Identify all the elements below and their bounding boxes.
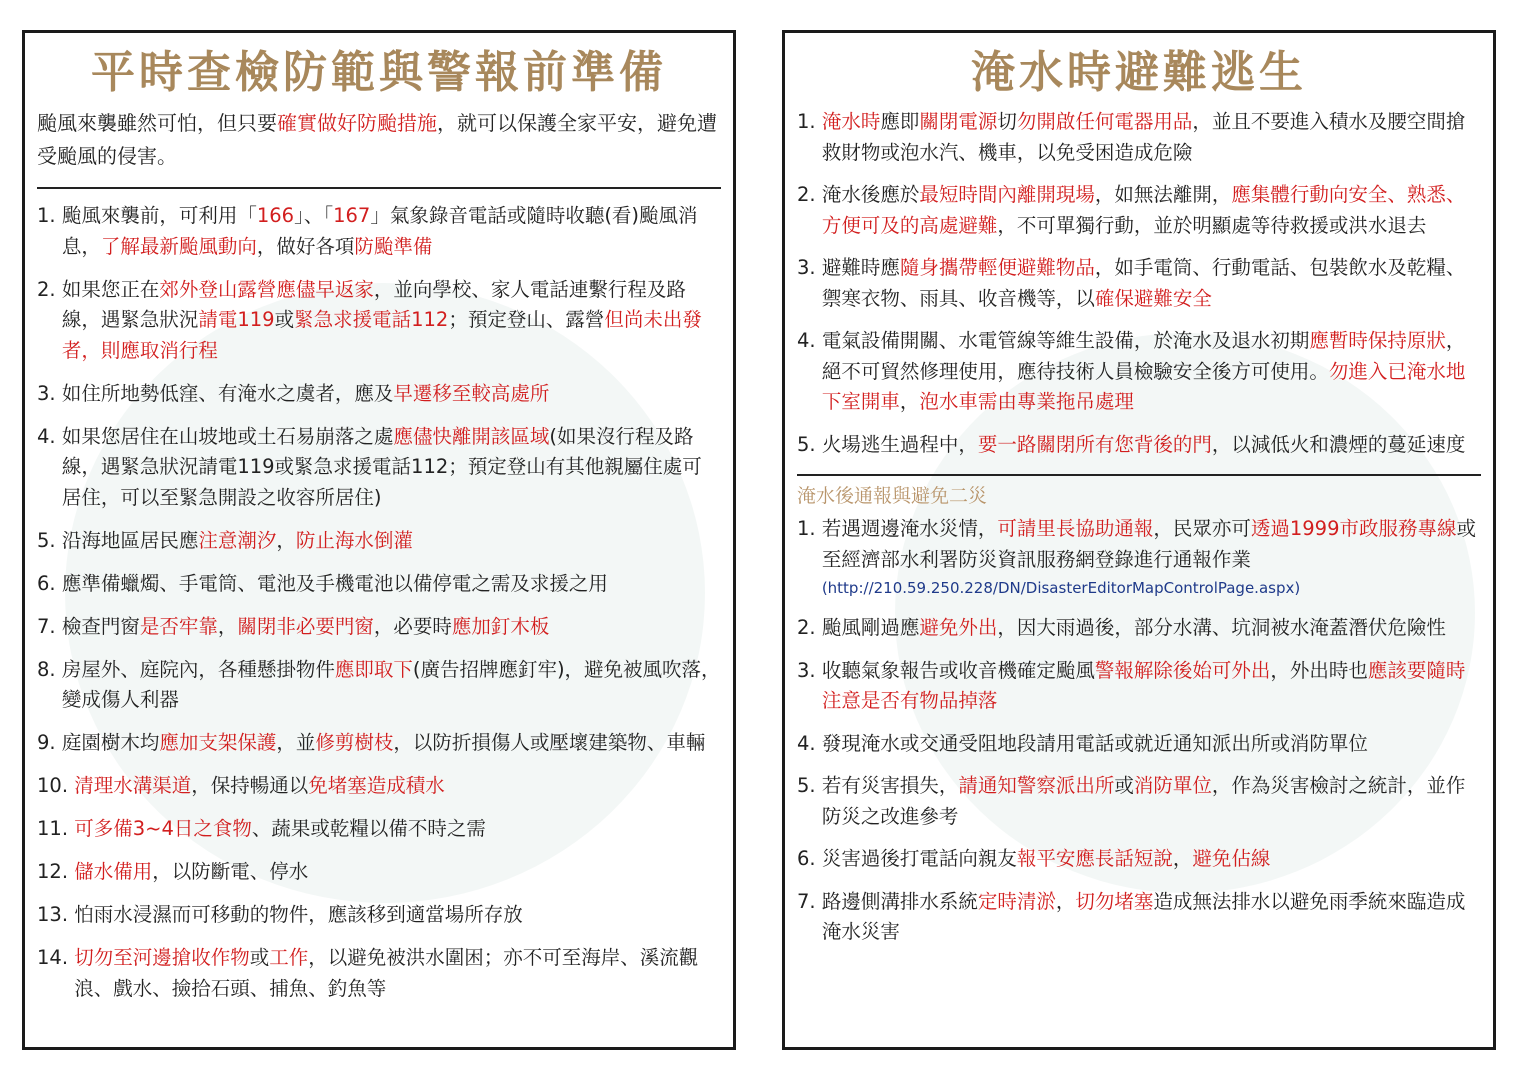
evacuation-list: [797, 107, 1481, 460]
list-item: [37, 814, 721, 845]
item-number: 14.: [37, 946, 75, 969]
list-item: [797, 729, 1481, 760]
item-number: 6.: [797, 847, 822, 870]
item-number: 1.: [797, 517, 822, 540]
highlight-text: 泡水車需由專業拖吊處理: [919, 390, 1134, 413]
highlight-text: 關閉電源: [919, 110, 998, 133]
list-item: [37, 201, 721, 262]
highlight-text: 可請里長協助通報: [997, 517, 1154, 540]
list-item: [37, 943, 721, 1004]
body-text: 或: [1114, 774, 1134, 797]
item-number: 3.: [797, 658, 822, 682]
body-text: 避難時應: [821, 256, 900, 279]
list-item: [37, 900, 721, 931]
body-text: ，並且不要進入積水及腰空間搶救財物或泡水汽、機車，以免受困造成危險: [821, 110, 1466, 164]
item-text: [74, 900, 721, 931]
highlight-text: 定時清淤: [977, 889, 1056, 913]
highlight-text: 清理水溝渠道: [74, 774, 192, 797]
body-text: ，如手電筒、行動電話、包裝飲水及乾糧、禦寒衣物、雨具、收音機等，以: [821, 256, 1466, 310]
item-number: 2.: [797, 183, 822, 206]
body-text: ，外出時也: [1270, 658, 1368, 682]
highlight-text: 應加釘木板: [451, 614, 550, 638]
divider: [37, 187, 721, 189]
item-text: [62, 275, 721, 367]
subheading: 淹水後通報與避免二災: [797, 485, 988, 507]
list-item: [797, 844, 1481, 875]
body-text: ，必要時: [373, 614, 452, 638]
highlight-text: 避免外出: [919, 616, 998, 639]
item-number: 1.: [797, 110, 822, 133]
body-text: ，: [276, 528, 296, 552]
highlight-text: 修剪樹枝: [315, 731, 394, 754]
body-text: 或至經濟部水利署防災資訊服務網登錄進行通報作業: [821, 517, 1477, 571]
item-text: [822, 771, 1481, 832]
item-number: 5.: [797, 774, 822, 797]
highlight-text: 工作: [269, 946, 309, 969]
item-number: 5.: [37, 528, 62, 552]
item-text: [62, 379, 721, 410]
left-panel: [22, 30, 736, 1050]
highlight-text: 關閉非必要門窗: [237, 614, 374, 638]
body-text: ，絕不可貿然修理使用，應待技術人員檢驗安全後方可使用。: [821, 329, 1466, 383]
highlight-text: 確保避難安全: [1094, 286, 1212, 310]
body-text: 或: [249, 946, 270, 969]
body-text: 如住所地勢低窪、有淹水之虞者，應及: [61, 381, 394, 405]
body-text: ，以減低火和濃煙的蔓延速度: [1211, 432, 1466, 456]
body-text: ，以防折損傷人或壓壞建築物、車輛: [393, 731, 706, 754]
highlight-text: 儲水備用: [74, 860, 153, 883]
item-number: 11.: [37, 817, 75, 840]
body-text: 或: [274, 308, 295, 331]
list-item: [37, 728, 721, 759]
list-item: [797, 253, 1481, 314]
list-item: [37, 526, 721, 557]
highlight-text: 應集體行動向安全、熟悉、方便可及的高處避難: [821, 183, 1466, 237]
item-text: [62, 612, 721, 643]
list-item: [797, 430, 1481, 461]
body-text: 災害過後打電話向親友: [821, 847, 1017, 870]
highlight-text: 消防單位: [1133, 774, 1212, 797]
item-number: 7.: [37, 614, 62, 638]
item-number: 9.: [37, 731, 62, 754]
highlight-text: 勿開啟任何電器用品: [1016, 110, 1193, 133]
highlight-text: 要一路關閉所有您背後的門: [977, 432, 1212, 456]
list-item: [797, 180, 1481, 241]
body-text: ，保持暢通以: [191, 774, 309, 797]
item-text: [62, 201, 721, 262]
list-item: [37, 275, 721, 367]
list-item: [797, 514, 1481, 601]
highlight-text: 請電119: [198, 308, 275, 331]
highlight-text: 最短時間內離開現場: [919, 183, 1095, 206]
body-text: 如果您正在: [61, 277, 160, 301]
report-list: [797, 514, 1481, 948]
body-text: 如果您居住在山坡地或土石易崩落之處: [61, 424, 394, 448]
intro-text: [37, 107, 721, 173]
item-number: 10.: [37, 774, 75, 797]
body-text: 庭園樹木均: [61, 731, 160, 754]
list-item: [37, 569, 721, 600]
body-text: ；預定登山、露營: [448, 308, 605, 331]
item-text: [822, 253, 1481, 314]
body-text: 、蔬果或乾糧以備不時之需: [251, 817, 486, 840]
highlight-text: 勿進入已淹水地下室開車: [821, 359, 1466, 413]
highlight-text: 郊外登山露營應儘早返家: [159, 277, 374, 301]
body-text: 應即: [880, 110, 920, 133]
item-number: 1.: [37, 204, 62, 227]
highlight-text: 是否牢靠: [139, 614, 218, 638]
body-text: 發現淹水或交通受阻地段請用電話或就近通知派出所或消防單位: [821, 731, 1368, 755]
highlight-text: 透過1999市政服務專線: [1250, 517, 1457, 540]
highlight-text: 應暫時保持原狀: [1309, 329, 1446, 352]
item-number: 4.: [797, 731, 822, 755]
list-item: [37, 655, 721, 716]
list-item: [37, 379, 721, 410]
highlight-text: 早遷移至較高處所: [393, 381, 550, 405]
highlight-text: 警報解除後始可外出: [1094, 658, 1271, 682]
body-text: ，: [1172, 847, 1193, 870]
highlight-text: 但尚未出發者，則應取消行程: [61, 308, 702, 362]
list-item: [37, 422, 721, 514]
highlight-text: 報平安應長話短說: [1016, 847, 1173, 870]
item-text: [822, 656, 1481, 717]
body-text: ，民眾亦可: [1153, 517, 1251, 540]
highlight-text: 應即取下: [334, 657, 413, 681]
body-text: 應準備蠟燭、手電筒、電池及手機電池以備停電之需及求援之用: [61, 571, 608, 595]
body-text: 」、「: [294, 204, 334, 227]
highlight-text: 了解最新颱風動向: [100, 234, 257, 258]
body-text: 若有災害損失，: [821, 774, 959, 797]
highlight-text: 注意潮汐: [198, 528, 277, 552]
item-text: [822, 514, 1481, 601]
item-number: 8.: [37, 657, 62, 681]
body-text: ，如無法離開，: [1094, 183, 1232, 206]
body-text: ，並: [276, 731, 316, 754]
prep-list: [37, 201, 721, 1004]
highlight-text: 167: [333, 204, 371, 227]
item-text: [62, 422, 721, 514]
highlight-text: 避免佔線: [1192, 847, 1271, 870]
item-number: 12.: [37, 860, 75, 883]
body-text: 收聽氣象報告或收音機確定颱風: [821, 658, 1095, 682]
body-text: 怕雨水浸濕而可移動的物件，應該移到適當場所存放: [74, 903, 523, 926]
list-item: [37, 857, 721, 888]
highlight-text: 防颱準備: [354, 234, 433, 258]
item-number: 3.: [37, 381, 62, 405]
body-text: 淹水後應於: [821, 183, 920, 206]
body-text: (廣告招牌應釘牢)，避免被風吹落，變成傷人利器: [61, 657, 721, 711]
body-text: ，以避免被洪水圍困；亦不可至海岸、溪流觀浪、戲水、撿拾石頭、捕魚、釣魚等: [74, 946, 699, 1000]
item-text: [822, 613, 1481, 644]
right-title: 淹水時避難逃生: [971, 47, 1307, 98]
body-text: ，作為災害檢討之統計，並作防災之改進參考: [821, 774, 1466, 828]
body-text: 颱風來襲前，可利用「: [61, 204, 257, 227]
body-text: 房屋外、庭院內，各種懸掛物件: [61, 657, 335, 681]
item-number: 4.: [797, 329, 822, 352]
list-item: [797, 326, 1481, 418]
highlight-text: 166: [256, 204, 295, 227]
highlight-text: 緊急求援電話112: [294, 308, 449, 331]
highlight-text: 隨身攜帶輕便避難物品: [899, 256, 1095, 279]
item-number: 5.: [797, 432, 822, 456]
list-item: [797, 107, 1481, 168]
item-text: [822, 887, 1481, 948]
item-number: 2.: [797, 616, 822, 639]
item-text: [74, 814, 721, 845]
item-text: [822, 107, 1481, 168]
list-item: [797, 887, 1481, 948]
item-text: [62, 655, 721, 716]
body-text: ，: [1055, 889, 1076, 913]
list-item: [37, 612, 721, 643]
item-text: [822, 430, 1481, 461]
highlight-text: 切勿至河邊搶收作物: [74, 946, 250, 969]
body-text: 電氣設備開關、水電管線等維生設備，於淹水及退水初期: [821, 329, 1310, 352]
highlight-text: 可多備3~4日之食物: [74, 817, 252, 840]
body-text: 颱風剛過應: [821, 616, 920, 639]
highlight-text: 應加支架保護: [159, 731, 277, 754]
highlight-text: 免堵塞造成積水: [308, 774, 445, 797]
divider: [797, 474, 1481, 476]
item-text: [74, 771, 721, 802]
body-text: ，做好各項: [256, 234, 355, 258]
highlight-text: 切勿堵塞: [1075, 889, 1154, 913]
body-text: 路邊側溝排水系統: [821, 889, 978, 913]
item-number: 7.: [797, 889, 822, 913]
highlight-text: 確實做好防颱措施: [277, 111, 437, 135]
body-text: (如果沒行程及路線，遇緊急狀況請電119或緊急求援電話112；預定登山有其他親屬住處可居住，可以至緊急開設之收容所居住): [61, 424, 702, 509]
left-title: 平時查檢防範與警報前準備: [91, 47, 667, 98]
body-text: 颱風來襲雖然可怕，但只要: [37, 111, 277, 135]
highlight-text: 應儘快離開該區域: [393, 424, 550, 448]
item-text: [822, 180, 1481, 241]
item-text: [822, 326, 1481, 418]
body-text: ，因大雨過後，部分水溝、坑洞被水淹蓋潛伏危險性: [997, 616, 1446, 639]
item-text: [62, 569, 721, 600]
item-text: [62, 728, 721, 759]
item-number: 2.: [37, 277, 62, 301]
item-number: 3.: [797, 256, 822, 279]
item-text: [74, 943, 721, 1004]
highlight-text: 應該要隨時注意是否有物品掉落: [821, 658, 1466, 712]
body-text: ，: [217, 614, 238, 638]
body-text: 沿海地區居民應: [61, 528, 199, 552]
report-url: (http://210.59.250.228/DN/DisasterEditorMapControlPage.aspx): [821, 579, 1301, 597]
right-panel: [782, 30, 1496, 1050]
body-text: 火場逃生過程中，: [821, 432, 978, 456]
body-text: ，以防斷電、停水: [152, 860, 309, 883]
list-item: [797, 613, 1481, 644]
body-text: 切: [997, 110, 1017, 133]
highlight-text: 防止海水倒灌: [295, 528, 413, 552]
body-text: ，就可以保護全家平安，避免遭受颱風的侵害。: [37, 111, 717, 168]
body-text: 檢查門窗: [61, 614, 140, 638]
body-text: ，不可單獨行動，並於明顯處等待救援或洪水退去: [997, 213, 1427, 237]
body-text: 若遇週邊淹水災情，: [821, 517, 998, 540]
list-item: [37, 771, 721, 802]
body-text: 」氣象錄音電話或隨時收聽(看)颱風消息，: [61, 204, 698, 258]
highlight-text: 請通知警察派出所: [958, 774, 1115, 797]
body-text: 造成無法排水以避免雨季統來臨造成淹水災害: [821, 889, 1466, 943]
item-text: [74, 857, 721, 888]
list-item: [797, 771, 1481, 832]
item-text: [822, 729, 1481, 760]
highlight-text: 淹水時: [821, 110, 881, 133]
body-text: ，: [899, 390, 920, 413]
item-number: 13.: [37, 903, 75, 926]
item-number: 4.: [37, 424, 62, 448]
list-item: [797, 656, 1481, 717]
item-text: [822, 844, 1481, 875]
item-number: 6.: [37, 571, 62, 595]
item-text: [62, 526, 721, 557]
body-text: ，並向學校、家人電話連繫行程及路線，遇緊急狀況: [61, 277, 686, 331]
